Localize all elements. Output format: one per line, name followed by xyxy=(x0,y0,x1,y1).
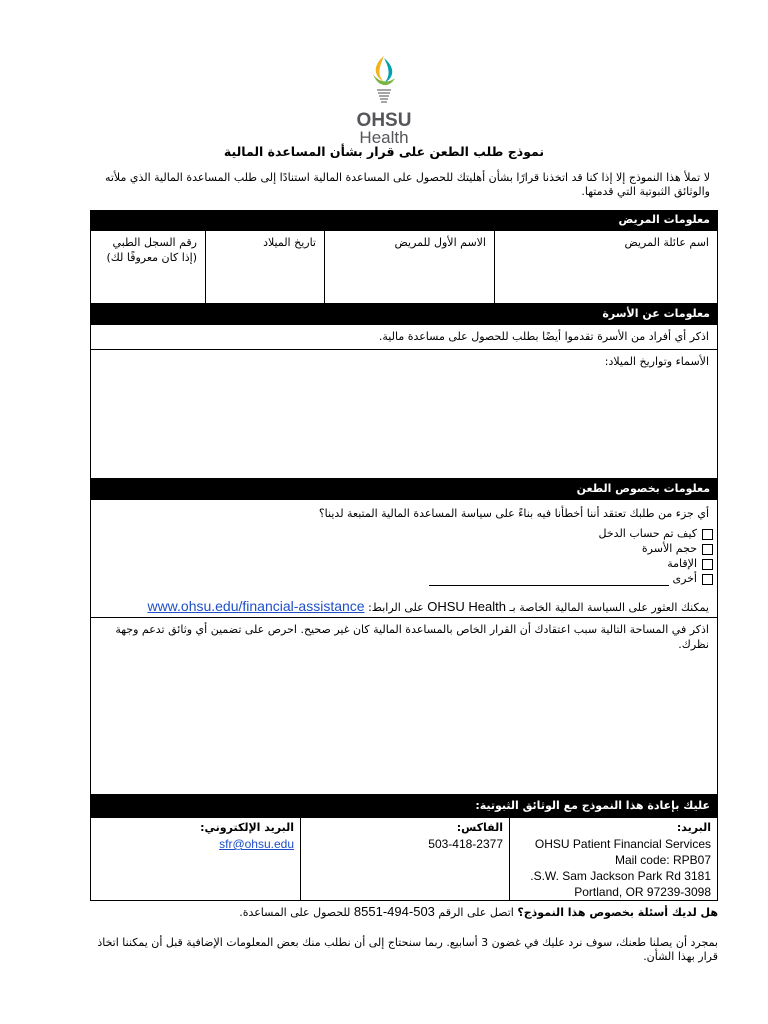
financial-assistance-link[interactable]: www.ohsu.edu/financial-assistance xyxy=(147,598,365,614)
fax-number: 503-418-2377 xyxy=(428,837,503,851)
mail-line-2: Mail code: RPB07 xyxy=(614,853,711,867)
family-names-field[interactable] xyxy=(91,350,717,478)
appeal-reason-field[interactable] xyxy=(91,618,717,794)
email-label: البريد الإلكتروني: xyxy=(200,821,294,834)
return-header: عليك بإعادة هذا النموذج مع الوثائق الثبوتية: xyxy=(90,795,718,817)
medical-record-number-label: رقم السجل الطبي xyxy=(112,236,197,249)
form-title: نموذج طلب الطعن على قرار بشأن المساعدة المالية xyxy=(223,144,545,159)
other-blank-line[interactable] xyxy=(429,585,669,586)
appeal-reason-label: اذكر في المساحة التالية سبب اعتقادك أن القرار الخاص بالمساعدة المالية كان غير صحيح. احرص على تضمين أي وثائق تدعم وجهة نظرك. xyxy=(115,623,709,651)
family-names-label: الأسماء وتواريخ الميلاد: xyxy=(604,355,709,368)
ohsu-flame-icon xyxy=(364,52,404,108)
option-income[interactable]: كيف تم حساب الدخل xyxy=(413,526,713,541)
appeal-question: أي جزء من طلبك تعتقد أننا أخطأنا فيه بناءً على سياسة المساعدة المالية المتبعة لدينا؟ xyxy=(318,507,709,520)
medical-record-number-field[interactable] xyxy=(91,231,205,303)
logo-sub: Health xyxy=(359,128,409,147)
family-question: اذكر أي أفراد من الأسرة تقدموا أيضًا بطلب للحصول على مساعدة مالية. xyxy=(378,330,709,343)
help-phone: 503-494-8551 xyxy=(353,904,435,919)
response-note: بمجرد أن يصلنا طعنك، سوف نرد عليك في غضون 3 أسابيع. ربما سنحتاج إلى أن نطلب منك بعض المعلومات الإضافية قبل أن يمكننا اتخاذ قرار بهذا الشأن. xyxy=(97,936,718,963)
option-other[interactable]: أخرى xyxy=(413,571,713,586)
intro-text: لا تملأ هذا النموذج إلا إذا كنا قد اتخذنا قرارًا بشأن أهليتك للحصول على المساعدة المالية استنادًا إلى طلب المساعدة المالية الذي ملأته والوثائق الثبوتية التي قدمتها. xyxy=(104,171,710,198)
residency-checkbox[interactable] xyxy=(702,559,713,570)
patient-last-name-field[interactable] xyxy=(495,231,717,303)
patient-last-name-label: اسم عائلة المريض xyxy=(624,236,709,249)
appeal-info-header: معلومات بخصوص الطعن xyxy=(90,479,718,499)
fax-cell xyxy=(301,818,509,854)
medical-record-number-note: (إذا كان معروفًا لك) xyxy=(106,251,197,264)
option-family-size[interactable]: حجم الأسرة xyxy=(413,541,713,556)
appeal-options xyxy=(413,526,713,586)
mail-line-1: OHSU Patient Financial Services xyxy=(534,837,711,851)
date-of-birth-label: تاريخ الميلاد xyxy=(263,236,316,249)
option-residency[interactable]: الإقامة xyxy=(413,556,713,571)
fax-label: الفاكس: xyxy=(456,821,503,834)
date-of-birth-field[interactable] xyxy=(206,231,324,303)
email-link[interactable]: sfr@ohsu.edu xyxy=(219,837,294,851)
family-info-table xyxy=(90,324,718,479)
family-info-header: معلومات عن الأسرة xyxy=(90,304,718,324)
mail-line-3: 3181 S.W. Sam Jackson Park Rd. xyxy=(530,869,711,883)
mail-label: البريد: xyxy=(676,821,711,834)
policy-line: يمكنك العثور على السياسة المالية الخاصة بـ OHSU Health على الرابط: www.ohsu.edu/financial-assistance xyxy=(147,598,709,614)
patient-info-header: معلومات المريض xyxy=(90,210,718,230)
appeal-info-table xyxy=(90,499,718,795)
patient-info-table xyxy=(90,230,718,304)
mail-cell xyxy=(510,818,717,902)
mail-line-4: Portland, OR 97239-3098 xyxy=(574,885,711,899)
questions-line: هل لديك أسئلة بخصوص هذا النموذج؟ اتصل على الرقم 503-494-8551 للحصول على المساعدة. xyxy=(239,904,718,919)
patient-first-name-field[interactable] xyxy=(325,231,494,303)
other-checkbox[interactable] xyxy=(702,574,713,585)
email-cell xyxy=(91,818,300,854)
return-table xyxy=(90,817,718,901)
patient-first-name-label: الاسم الأول للمريض xyxy=(394,236,486,249)
income-checkbox[interactable] xyxy=(702,529,713,540)
logo-name: OHSU xyxy=(356,110,412,131)
ohsu-health-logo xyxy=(0,52,768,146)
family-size-checkbox[interactable] xyxy=(702,544,713,555)
